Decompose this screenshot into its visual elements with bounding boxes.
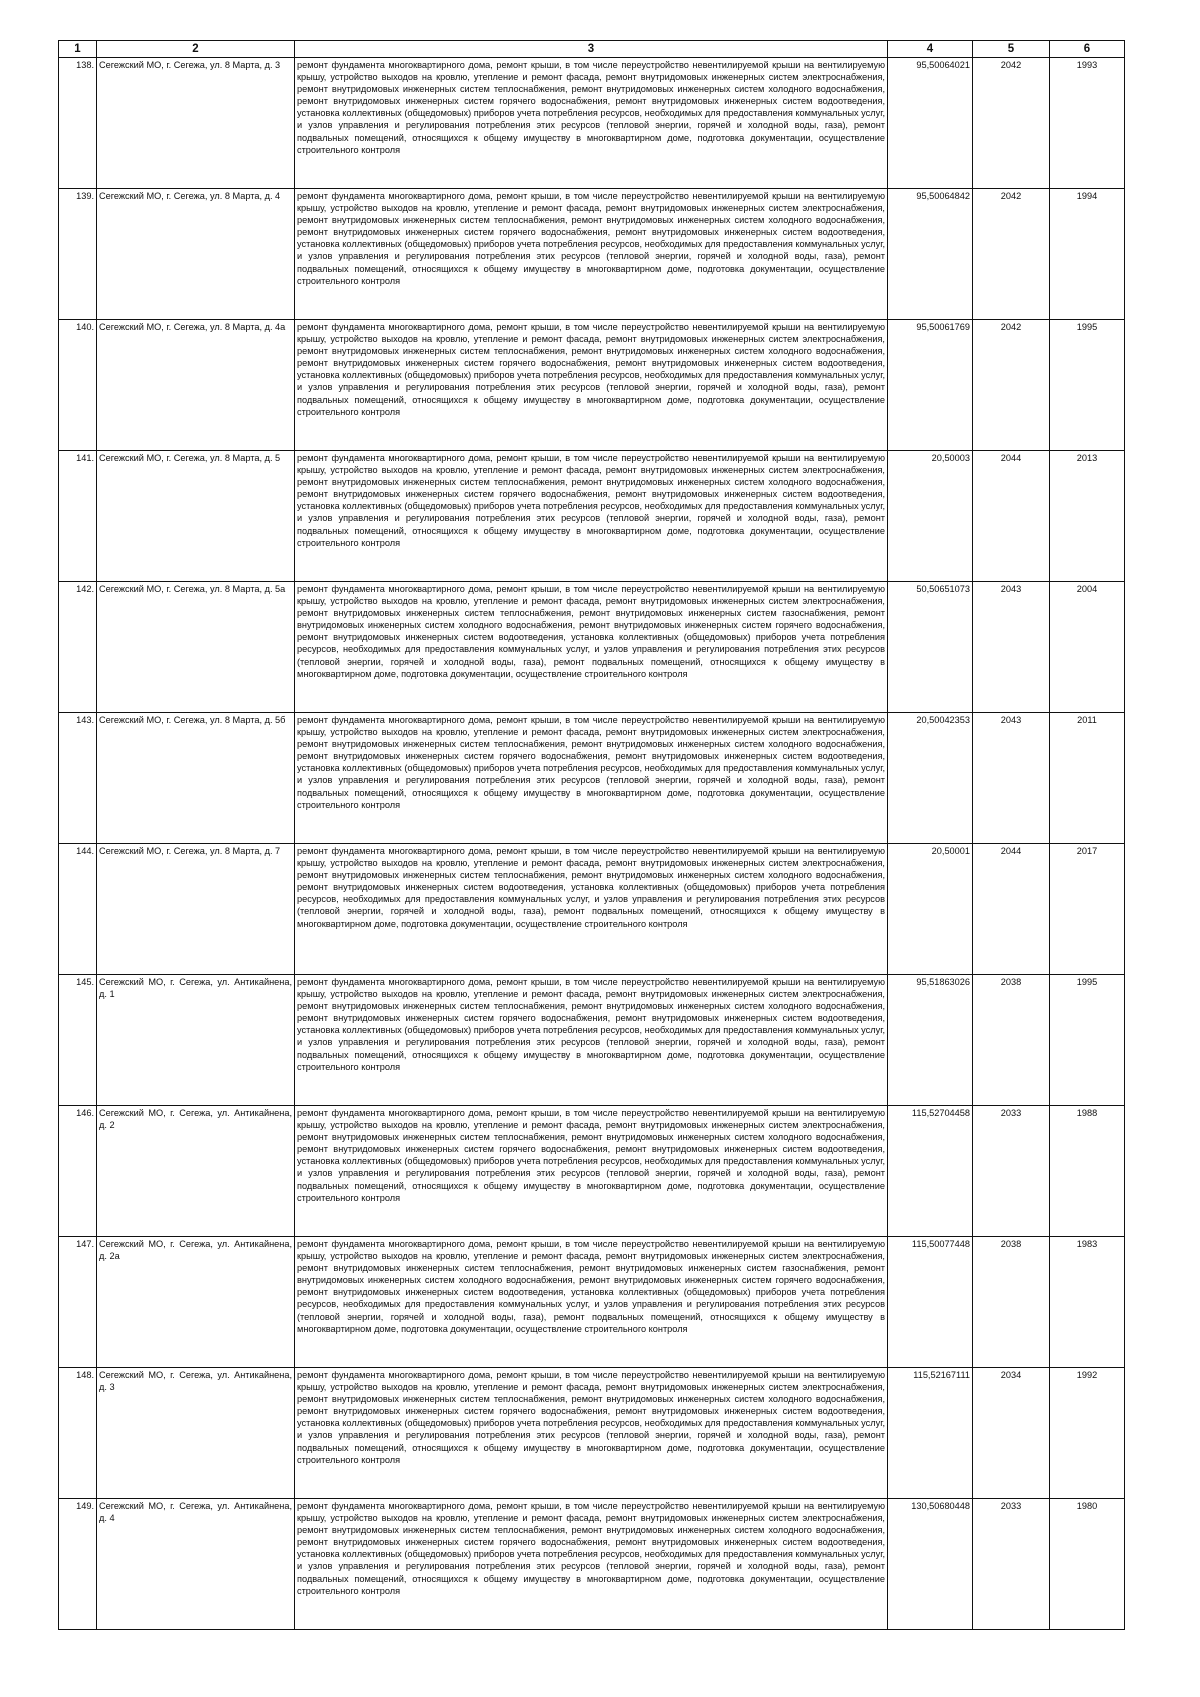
house-address: Сегежский МО, г. Сегежа, ул. 8 Марта, д. 5а bbox=[97, 582, 295, 713]
value-col-4: 130,50680448 bbox=[888, 1499, 973, 1630]
year-col-5: 2042 bbox=[973, 58, 1050, 189]
house-address: Сегежский МО, г. Сегежа, ул. 8 Марта, д. 5б bbox=[97, 713, 295, 844]
header-col-4: 4 bbox=[888, 41, 973, 58]
year-col-6: 1992 bbox=[1050, 1368, 1125, 1499]
table-row bbox=[59, 975, 1125, 1106]
header-row bbox=[59, 41, 1125, 58]
repair-works: ремонт фундамента многоквартирного дома, ремонт крыши, в том числе переустройство невентилируемой крыши на вентилируемую крышу, устройство выходов на кровлю, утепление и ремонт фасада, ремонт внутридомовых инженерных систем электроснабжения, ремонт внутридомовых инженерных систем теплоснабжения, ремонт внутридомовых инженерных систем холодного водоснабжения, ремонт внутридомовых инженерных систем водоотведения, установка коллективных (общедомовых) приборов учета потребления ресурсов, необходимых для предоставления коммунальных услуг, и узлов управления и регулирования потребления этих ресурсов (тепловой энергии, горячей и холодной воды, газа), ремонт подвальных помещений, относящихся к общему имуществу в многоквартирном доме, подготовка документации, осуществление строительного контроля bbox=[295, 844, 888, 975]
row-number: 149. bbox=[59, 1499, 97, 1630]
year-col-6: 1993 bbox=[1050, 58, 1125, 189]
year-col-6: 2017 bbox=[1050, 844, 1125, 975]
row-number: 146. bbox=[59, 1106, 97, 1237]
row-number: 148. bbox=[59, 1368, 97, 1499]
table-row bbox=[59, 1237, 1125, 1368]
year-col-5: 2044 bbox=[973, 844, 1050, 975]
value-col-4: 115,50077448 bbox=[888, 1237, 973, 1368]
row-number: 139. bbox=[59, 189, 97, 320]
repair-works: ремонт фундамента многоквартирного дома, ремонт крыши, в том числе переустройство невентилируемой крыши на вентилируемую крышу, устройство выходов на кровлю, утепление и ремонт фасада, ремонт внутридомовых инженерных систем электроснабжения, ремонт внутридомовых инженерных систем теплоснабжения, ремонт внутридомовых инженерных систем холодного водоснабжения, ремонт внутридомовых инженерных систем горячего водоснабжения, ремонт внутридомовых инженерных систем водоотведения, установка коллективных (общедомовых) приборов учета потребления ресурсов, необходимых для предоставления коммунальных услуг, и узлов управления и регулирования потребления этих ресурсов (тепловой энергии, горячей и холодной воды, газа), ремонт подвальных помещений, относящихся к общему имуществу в многоквартирном доме, подготовка документации, осуществление строительного контроля bbox=[295, 320, 888, 451]
year-col-5: 2042 bbox=[973, 320, 1050, 451]
house-address: Сегежский МО, г. Сегежа, ул. Антикайнена, д. 2 bbox=[97, 1106, 295, 1237]
row-number: 144. bbox=[59, 844, 97, 975]
header-col-6: 6 bbox=[1050, 41, 1125, 58]
repair-works: ремонт фундамента многоквартирного дома, ремонт крыши, в том числе переустройство невентилируемой крыши на вентилируемую крышу, устройство выходов на кровлю, утепление и ремонт фасада, ремонт внутридомовых инженерных систем электроснабжения, ремонт внутридомовых инженерных систем теплоснабжения, ремонт внутридомовых инженерных систем холодного водоснабжения, ремонт внутридомовых инженерных систем горячего водоснабжения, ремонт внутридомовых инженерных систем водоотведения, установка коллективных (общедомовых) приборов учета потребления ресурсов, необходимых для предоставления коммунальных услуг, и узлов управления и регулирования потребления этих ресурсов (тепловой энергии, горячей и холодной воды, газа), ремонт подвальных помещений, относящихся к общему имуществу в многоквартирном доме, подготовка документации, осуществление строительного контроля bbox=[295, 451, 888, 582]
year-col-5: 2043 bbox=[973, 713, 1050, 844]
table-row bbox=[59, 844, 1125, 975]
repair-works: ремонт фундамента многоквартирного дома, ремонт крыши, в том числе переустройство невентилируемой крыши на вентилируемую крышу, устройство выходов на кровлю, утепление и ремонт фасада, ремонт внутридомовых инженерных систем электроснабжения, ремонт внутридомовых инженерных систем теплоснабжения, ремонт внутридомовых инженерных систем холодного водоснабжения, ремонт внутридомовых инженерных систем горячего водоснабжения, ремонт внутридомовых инженерных систем водоотведения, установка коллективных (общедомовых) приборов учета потребления ресурсов, необходимых для предоставления коммунальных услуг, и узлов управления и регулирования потребления этих ресурсов (тепловой энергии, горячей и холодной воды, газа), ремонт подвальных помещений, относящихся к общему имуществу в многоквартирном доме, подготовка документации, осуществление строительного контроля bbox=[295, 1368, 888, 1499]
table-row bbox=[59, 713, 1125, 844]
house-address: Сегежский МО, г. Сегежа, ул. 8 Марта, д. 4а bbox=[97, 320, 295, 451]
header-col-3: 3 bbox=[295, 41, 888, 58]
table-row bbox=[59, 451, 1125, 582]
year-col-6: 2013 bbox=[1050, 451, 1125, 582]
repair-works: ремонт фундамента многоквартирного дома, ремонт крыши, в том числе переустройство невентилируемой крыши на вентилируемую крышу, устройство выходов на кровлю, утепление и ремонт фасада, ремонт внутридомовых инженерных систем электроснабжения, ремонт внутридомовых инженерных систем теплоснабжения, ремонт внутридомовых инженерных систем холодного водоснабжения, ремонт внутридомовых инженерных систем горячего водоснабжения, ремонт внутридомовых инженерных систем водоотведения, установка коллективных (общедомовых) приборов учета потребления ресурсов, необходимых для предоставления коммунальных услуг, и узлов управления и регулирования потребления этих ресурсов (тепловой энергии, горячей и холодной воды, газа), ремонт подвальных помещений, относящихся к общему имуществу в многоквартирном доме, подготовка документации, осуществление строительного контроля bbox=[295, 58, 888, 189]
value-col-4: 20,50001 bbox=[888, 844, 973, 975]
year-col-5: 2034 bbox=[973, 1368, 1050, 1499]
year-col-6: 1994 bbox=[1050, 189, 1125, 320]
repair-works: ремонт фундамента многоквартирного дома, ремонт крыши, в том числе переустройство невентилируемой крыши на вентилируемую крышу, устройство выходов на кровлю, утепление и ремонт фасада, ремонт внутридомовых инженерных систем электроснабжения, ремонт внутридомовых инженерных систем теплоснабжения, ремонт внутридомовых инженерных систем холодного водоснабжения, ремонт внутридомовых инженерных систем горячего водоснабжения, ремонт внутридомовых инженерных систем водоотведения, установка коллективных (общедомовых) приборов учета потребления ресурсов, необходимых для предоставления коммунальных услуг, и узлов управления и регулирования потребления этих ресурсов (тепловой энергии, горячей и холодной воды, газа), ремонт подвальных помещений, относящихся к общему имуществу в многоквартирном доме, подготовка документации, осуществление строительного контроля bbox=[295, 975, 888, 1106]
year-col-6: 1983 bbox=[1050, 1237, 1125, 1368]
year-col-6: 1988 bbox=[1050, 1106, 1125, 1237]
house-address: Сегежский МО, г. Сегежа, ул. Антикайнена, д. 4 bbox=[97, 1499, 295, 1630]
repair-works: ремонт фундамента многоквартирного дома, ремонт крыши, в том числе переустройство невентилируемой крыши на вентилируемую крышу, устройство выходов на кровлю, утепление и ремонт фасада, ремонт внутридомовых инженерных систем электроснабжения, ремонт внутридомовых инженерных систем теплоснабжения, ремонт внутридомовых инженерных систем холодного водоснабжения, ремонт внутридомовых инженерных систем горячего водоснабжения, ремонт внутридомовых инженерных систем водоотведения, установка коллективных (общедомовых) приборов учета потребления ресурсов, необходимых для предоставления коммунальных услуг, и узлов управления и регулирования потребления этих ресурсов (тепловой энергии, горячей и холодной воды, газа), ремонт подвальных помещений, относящихся к общему имуществу в многоквартирном доме, подготовка документации, осуществление строительного контроля bbox=[295, 1499, 888, 1630]
year-col-5: 2038 bbox=[973, 1237, 1050, 1368]
house-address: Сегежский МО, г. Сегежа, ул. Антикайнена, д. 3 bbox=[97, 1368, 295, 1499]
year-col-6: 2004 bbox=[1050, 582, 1125, 713]
house-address: Сегежский МО, г. Сегежа, ул. 8 Марта, д. 3 bbox=[97, 58, 295, 189]
header-col-5: 5 bbox=[973, 41, 1050, 58]
year-col-6: 1995 bbox=[1050, 320, 1125, 451]
value-col-4: 20,50042353 bbox=[888, 713, 973, 844]
year-col-5: 2043 bbox=[973, 582, 1050, 713]
capital-repair-table bbox=[58, 40, 1125, 1630]
table-body bbox=[59, 58, 1125, 1630]
row-number: 145. bbox=[59, 975, 97, 1106]
repair-works: ремонт фундамента многоквартирного дома, ремонт крыши, в том числе переустройство невентилируемой крыши на вентилируемую крышу, устройство выходов на кровлю, утепление и ремонт фасада, ремонт внутридомовых инженерных систем электроснабжения, ремонт внутридомовых инженерных систем теплоснабжения, ремонт внутридомовых инженерных систем газоснабжения, ремонт внутридомовых инженерных систем холодного водоснабжения, ремонт внутридомовых инженерных систем горячего водоснабжения, ремонт внутридомовых инженерных систем водоотведения, установка коллективных (общедомовых) приборов учета потребления ресурсов, необходимых для предоставления коммунальных услуг, и узлов управления и регулирования потребления этих ресурсов (тепловой энергии, горячей и холодной воды, газа), ремонт подвальных помещений, относящихся к общему имуществу в многоквартирном доме, подготовка документации, осуществление строительного контроля bbox=[295, 582, 888, 713]
year-col-5: 2042 bbox=[973, 189, 1050, 320]
table-row bbox=[59, 320, 1125, 451]
value-col-4: 95,50061769 bbox=[888, 320, 973, 451]
row-number: 147. bbox=[59, 1237, 97, 1368]
house-address: Сегежский МО, г. Сегежа, ул. 8 Марта, д. 7 bbox=[97, 844, 295, 975]
table-row bbox=[59, 58, 1125, 189]
year-col-6: 1995 bbox=[1050, 975, 1125, 1106]
value-col-4: 115,52167111 bbox=[888, 1368, 973, 1499]
row-number: 138. bbox=[59, 58, 97, 189]
house-address: Сегежский МО, г. Сегежа, ул. 8 Марта, д. 4 bbox=[97, 189, 295, 320]
table-row bbox=[59, 1368, 1125, 1499]
header-col-1: 1 bbox=[59, 41, 97, 58]
value-col-4: 95,50064842 bbox=[888, 189, 973, 320]
house-address: Сегежский МО, г. Сегежа, ул. 8 Марта, д. 5 bbox=[97, 451, 295, 582]
repair-works: ремонт фундамента многоквартирного дома, ремонт крыши, в том числе переустройство невентилируемой крыши на вентилируемую крышу, устройство выходов на кровлю, утепление и ремонт фасада, ремонт внутридомовых инженерных систем электроснабжения, ремонт внутридомовых инженерных систем теплоснабжения, ремонт внутридомовых инженерных систем газоснабжения, ремонт внутридомовых инженерных систем холодного водоснабжения, ремонт внутридомовых инженерных систем горячего водоснабжения, ремонт внутридомовых инженерных систем водоотведения, установка коллективных (общедомовых) приборов учета потребления ресурсов, необходимых для предоставления коммунальных услуг, и узлов управления и регулирования потребления этих ресурсов (тепловой энергии, горячей и холодной воды, газа), ремонт подвальных помещений, относящихся к общему имуществу в многоквартирном доме, подготовка документации, осуществление строительного контроля bbox=[295, 1237, 888, 1368]
table-header bbox=[59, 41, 1125, 58]
table-row bbox=[59, 1106, 1125, 1237]
row-number: 141. bbox=[59, 451, 97, 582]
house-address: Сегежский МО, г. Сегежа, ул. Антикайнена, д. 2а bbox=[97, 1237, 295, 1368]
repair-works: ремонт фундамента многоквартирного дома, ремонт крыши, в том числе переустройство невентилируемой крыши на вентилируемую крышу, устройство выходов на кровлю, утепление и ремонт фасада, ремонт внутридомовых инженерных систем электроснабжения, ремонт внутридомовых инженерных систем теплоснабжения, ремонт внутридомовых инженерных систем холодного водоснабжения, ремонт внутридомовых инженерных систем горячего водоснабжения, ремонт внутридомовых инженерных систем водоотведения, установка коллективных (общедомовых) приборов учета потребления ресурсов, необходимых для предоставления коммунальных услуг, и узлов управления и регулирования потребления этих ресурсов (тепловой энергии, горячей и холодной воды, газа), ремонт подвальных помещений, относящихся к общему имуществу в многоквартирном доме, подготовка документации, осуществление строительного контроля bbox=[295, 189, 888, 320]
repair-works: ремонт фундамента многоквартирного дома, ремонт крыши, в том числе переустройство невентилируемой крыши на вентилируемую крышу, устройство выходов на кровлю, утепление и ремонт фасада, ремонт внутридомовых инженерных систем электроснабжения, ремонт внутридомовых инженерных систем теплоснабжения, ремонт внутридомовых инженерных систем холодного водоснабжения, ремонт внутридомовых инженерных систем горячего водоснабжения, ремонт внутридомовых инженерных систем водоотведения, установка коллективных (общедомовых) приборов учета потребления ресурсов, необходимых для предоставления коммунальных услуг, и узлов управления и регулирования потребления этих ресурсов (тепловой энергии, горячей и холодной воды, газа), ремонт подвальных помещений, относящихся к общему имуществу в многоквартирном доме, подготовка документации, осуществление строительного контроля bbox=[295, 713, 888, 844]
year-col-5: 2044 bbox=[973, 451, 1050, 582]
year-col-5: 2038 bbox=[973, 975, 1050, 1106]
row-number: 142. bbox=[59, 582, 97, 713]
year-col-6: 1980 bbox=[1050, 1499, 1125, 1630]
value-col-4: 115,52704458 bbox=[888, 1106, 973, 1237]
table-row bbox=[59, 582, 1125, 713]
year-col-5: 2033 bbox=[973, 1106, 1050, 1237]
year-col-5: 2033 bbox=[973, 1499, 1050, 1630]
value-col-4: 20,50003 bbox=[888, 451, 973, 582]
value-col-4: 95,50064021 bbox=[888, 58, 973, 189]
header-col-2: 2 bbox=[97, 41, 295, 58]
row-number: 143. bbox=[59, 713, 97, 844]
value-col-4: 50,50651073 bbox=[888, 582, 973, 713]
table-row bbox=[59, 189, 1125, 320]
value-col-4: 95,51863026 bbox=[888, 975, 973, 1106]
year-col-6: 2011 bbox=[1050, 713, 1125, 844]
repair-works: ремонт фундамента многоквартирного дома, ремонт крыши, в том числе переустройство невентилируемой крыши на вентилируемую крышу, устройство выходов на кровлю, утепление и ремонт фасада, ремонт внутридомовых инженерных систем электроснабжения, ремонт внутридомовых инженерных систем теплоснабжения, ремонт внутридомовых инженерных систем холодного водоснабжения, ремонт внутридомовых инженерных систем горячего водоснабжения, ремонт внутридомовых инженерных систем водоотведения, установка коллективных (общедомовых) приборов учета потребления ресурсов, необходимых для предоставления коммунальных услуг, и узлов управления и регулирования потребления этих ресурсов (тепловой энергии, горячей и холодной воды, газа), ремонт подвальных помещений, относящихся к общему имуществу в многоквартирном доме, подготовка документации, осуществление строительного контроля bbox=[295, 1106, 888, 1237]
house-address: Сегежский МО, г. Сегежа, ул. Антикайнена, д. 1 bbox=[97, 975, 295, 1106]
table-row bbox=[59, 1499, 1125, 1630]
row-number: 140. bbox=[59, 320, 97, 451]
